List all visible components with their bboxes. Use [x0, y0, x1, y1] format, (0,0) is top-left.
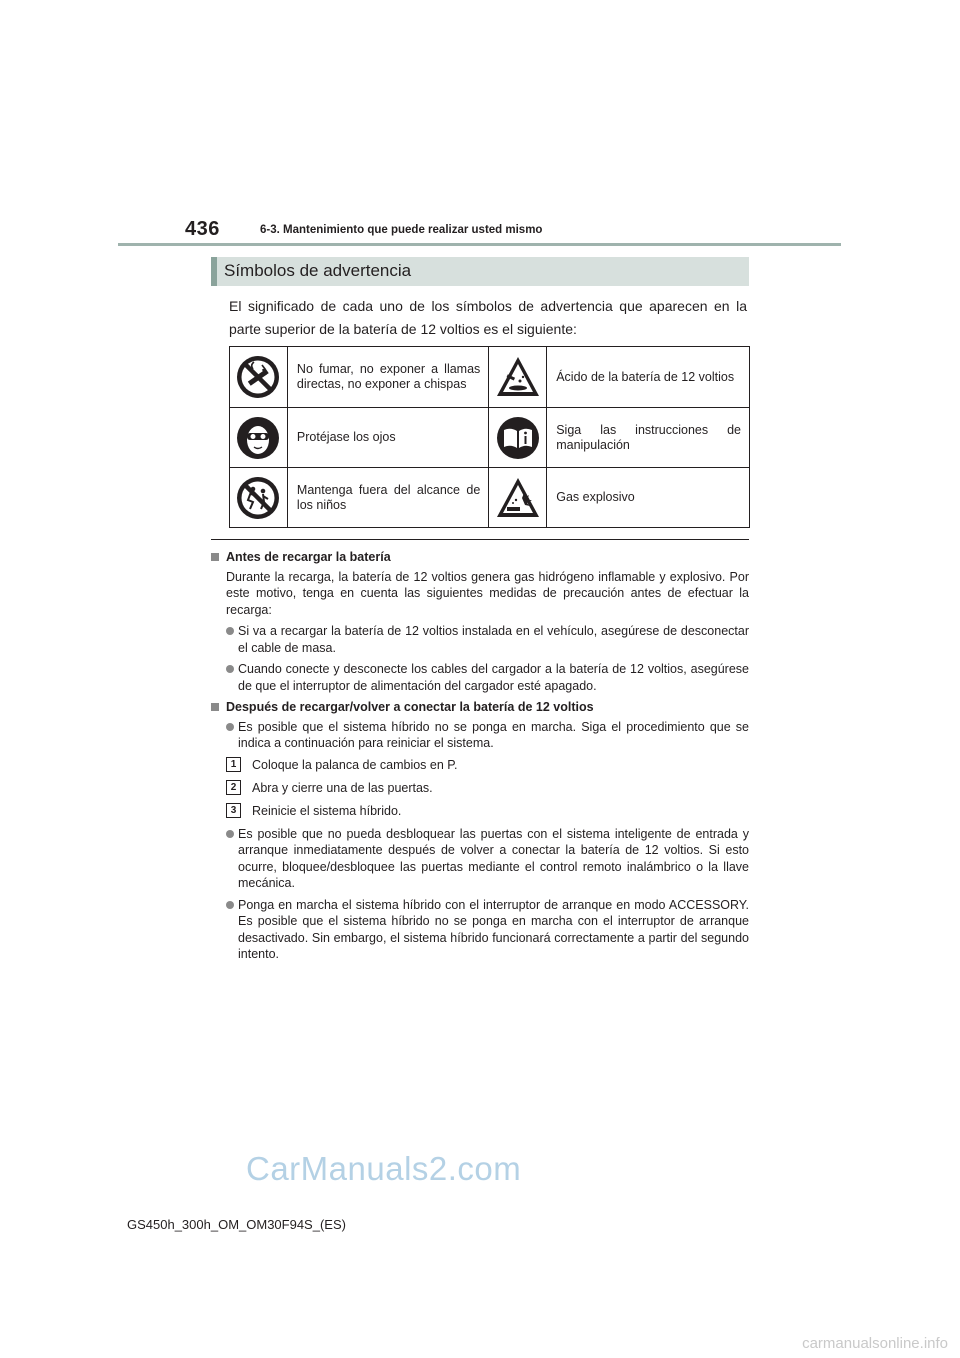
step-number: 1 [226, 757, 241, 772]
table-cell [230, 408, 288, 468]
section-breadcrumb: 6-3. Mantenimiento que puede realizar usted mismo [260, 224, 543, 236]
table-cell [230, 347, 288, 408]
bullet-text: Cuando conecte y desconecte los cables del cargador a la batería de 12 voltios, asegúrese de que el interruptor de alimentación del cargador esté apagado. [238, 662, 749, 693]
table-cell [489, 347, 547, 408]
round-bullet-icon [226, 830, 234, 838]
section-heading: Símbolos de advertencia [224, 261, 412, 280]
read-instructions-icon [496, 416, 540, 460]
keep-away-children-icon [236, 476, 280, 520]
symbol-description: No fumar, no exponer a llamas directas, no exponer a chispas [287, 347, 488, 408]
bullet-item [226, 661, 749, 694]
note-heading [211, 549, 749, 566]
footer-site-mark: carmanualsonline.info [802, 1335, 948, 1352]
step-item [226, 780, 749, 796]
round-bullet-icon [226, 723, 234, 731]
symbol-description: Gas explosivo [547, 468, 750, 528]
page-number: 436 [185, 218, 220, 240]
table-cell [230, 468, 288, 528]
round-bullet-icon [226, 665, 234, 673]
explosive-gas-icon [496, 476, 540, 520]
bullet-item [226, 719, 749, 752]
table-row [230, 347, 750, 408]
no-smoking-icon [236, 355, 280, 399]
step-text: Abra y cierre una de las puertas. [252, 780, 433, 795]
watermark: CarManuals2.com [246, 1150, 522, 1187]
round-bullet-icon [226, 627, 234, 635]
bullet-item [226, 897, 749, 963]
notes-content [211, 549, 749, 968]
step-item [226, 757, 749, 773]
section-divider [211, 539, 749, 540]
band-accent-bar [211, 257, 217, 286]
symbol-description: Siga las instrucciones de manipulación [547, 408, 750, 468]
bullet-text: Es posible que el sistema híbrido no se ponga en marcha. Siga el procedimiento que se indica a continuación para reiniciar el sistema. [238, 719, 749, 750]
note-heading [211, 699, 749, 716]
symbol-description: Ácido de la batería de 12 voltios [547, 347, 750, 408]
round-bullet-icon [226, 901, 234, 909]
battery-acid-icon [496, 355, 540, 399]
section-heading-band [211, 257, 749, 286]
square-bullet-icon [211, 703, 219, 711]
table-cell [489, 408, 547, 468]
square-bullet-icon [211, 553, 219, 561]
bullet-text: Si va a recargar la batería de 12 voltios instalada en el vehículo, asegúrese de desconectar el cable de masa. [238, 624, 749, 655]
step-text: Coloque la palanca de cambios en P. [252, 757, 458, 772]
bullet-text: Ponga en marcha el sistema híbrido con el interruptor de arranque en modo ACCESSORY. Es posible que el sistema híbrido no se ponga en marcha con el interruptor de arranque desactivado. Sin embargo, el sistema híbrido funcionará correctamente a partir del segundo intento. [238, 897, 749, 961]
note-heading-text: Después de recargar/volver a conectar la batería de 12 voltios [226, 700, 594, 714]
step-number: 2 [226, 780, 241, 795]
step-number: 3 [226, 803, 241, 818]
eye-protection-icon [236, 416, 280, 460]
note-heading-text: Antes de recargar la batería [226, 550, 391, 564]
step-text: Reinicie el sistema híbrido. [252, 803, 402, 818]
bullet-item [226, 623, 749, 656]
note-paragraph: Durante la recarga, la batería de 12 voltios genera gas hidrógeno inflamable y explosivo. Por este motivo, tenga en cuenta las siguientes medidas de precaución antes de efectuar la recarga: [226, 569, 749, 617]
symbol-description: Protéjase los ojos [287, 408, 488, 468]
header-divider [118, 243, 841, 246]
symbol-description: Mantenga fuera del alcance de los niños [287, 468, 488, 528]
table-row [230, 468, 750, 528]
warning-symbols-table [229, 346, 750, 528]
footer-document-code: GS450h_300h_OM_OM30F94S_(ES) [127, 1217, 346, 1232]
table-row [230, 408, 750, 468]
step-item [226, 803, 749, 819]
bullet-item [226, 826, 749, 892]
intro-paragraph: El significado de cada uno de los símbolos de advertencia que aparecen en la parte superior de la batería de 12 voltios es el siguiente: [229, 298, 747, 337]
table-cell [489, 468, 547, 528]
bullet-text: Es posible que no pueda desbloquear las puertas con el sistema inteligente de entrada y arranque inmediatamente después de volver a conectar la batería de 12 voltios. Si esto ocurre, bloquee/desbloquee las puertas mediante el control remoto inalámbrico o la llave mecánica. [238, 826, 749, 890]
